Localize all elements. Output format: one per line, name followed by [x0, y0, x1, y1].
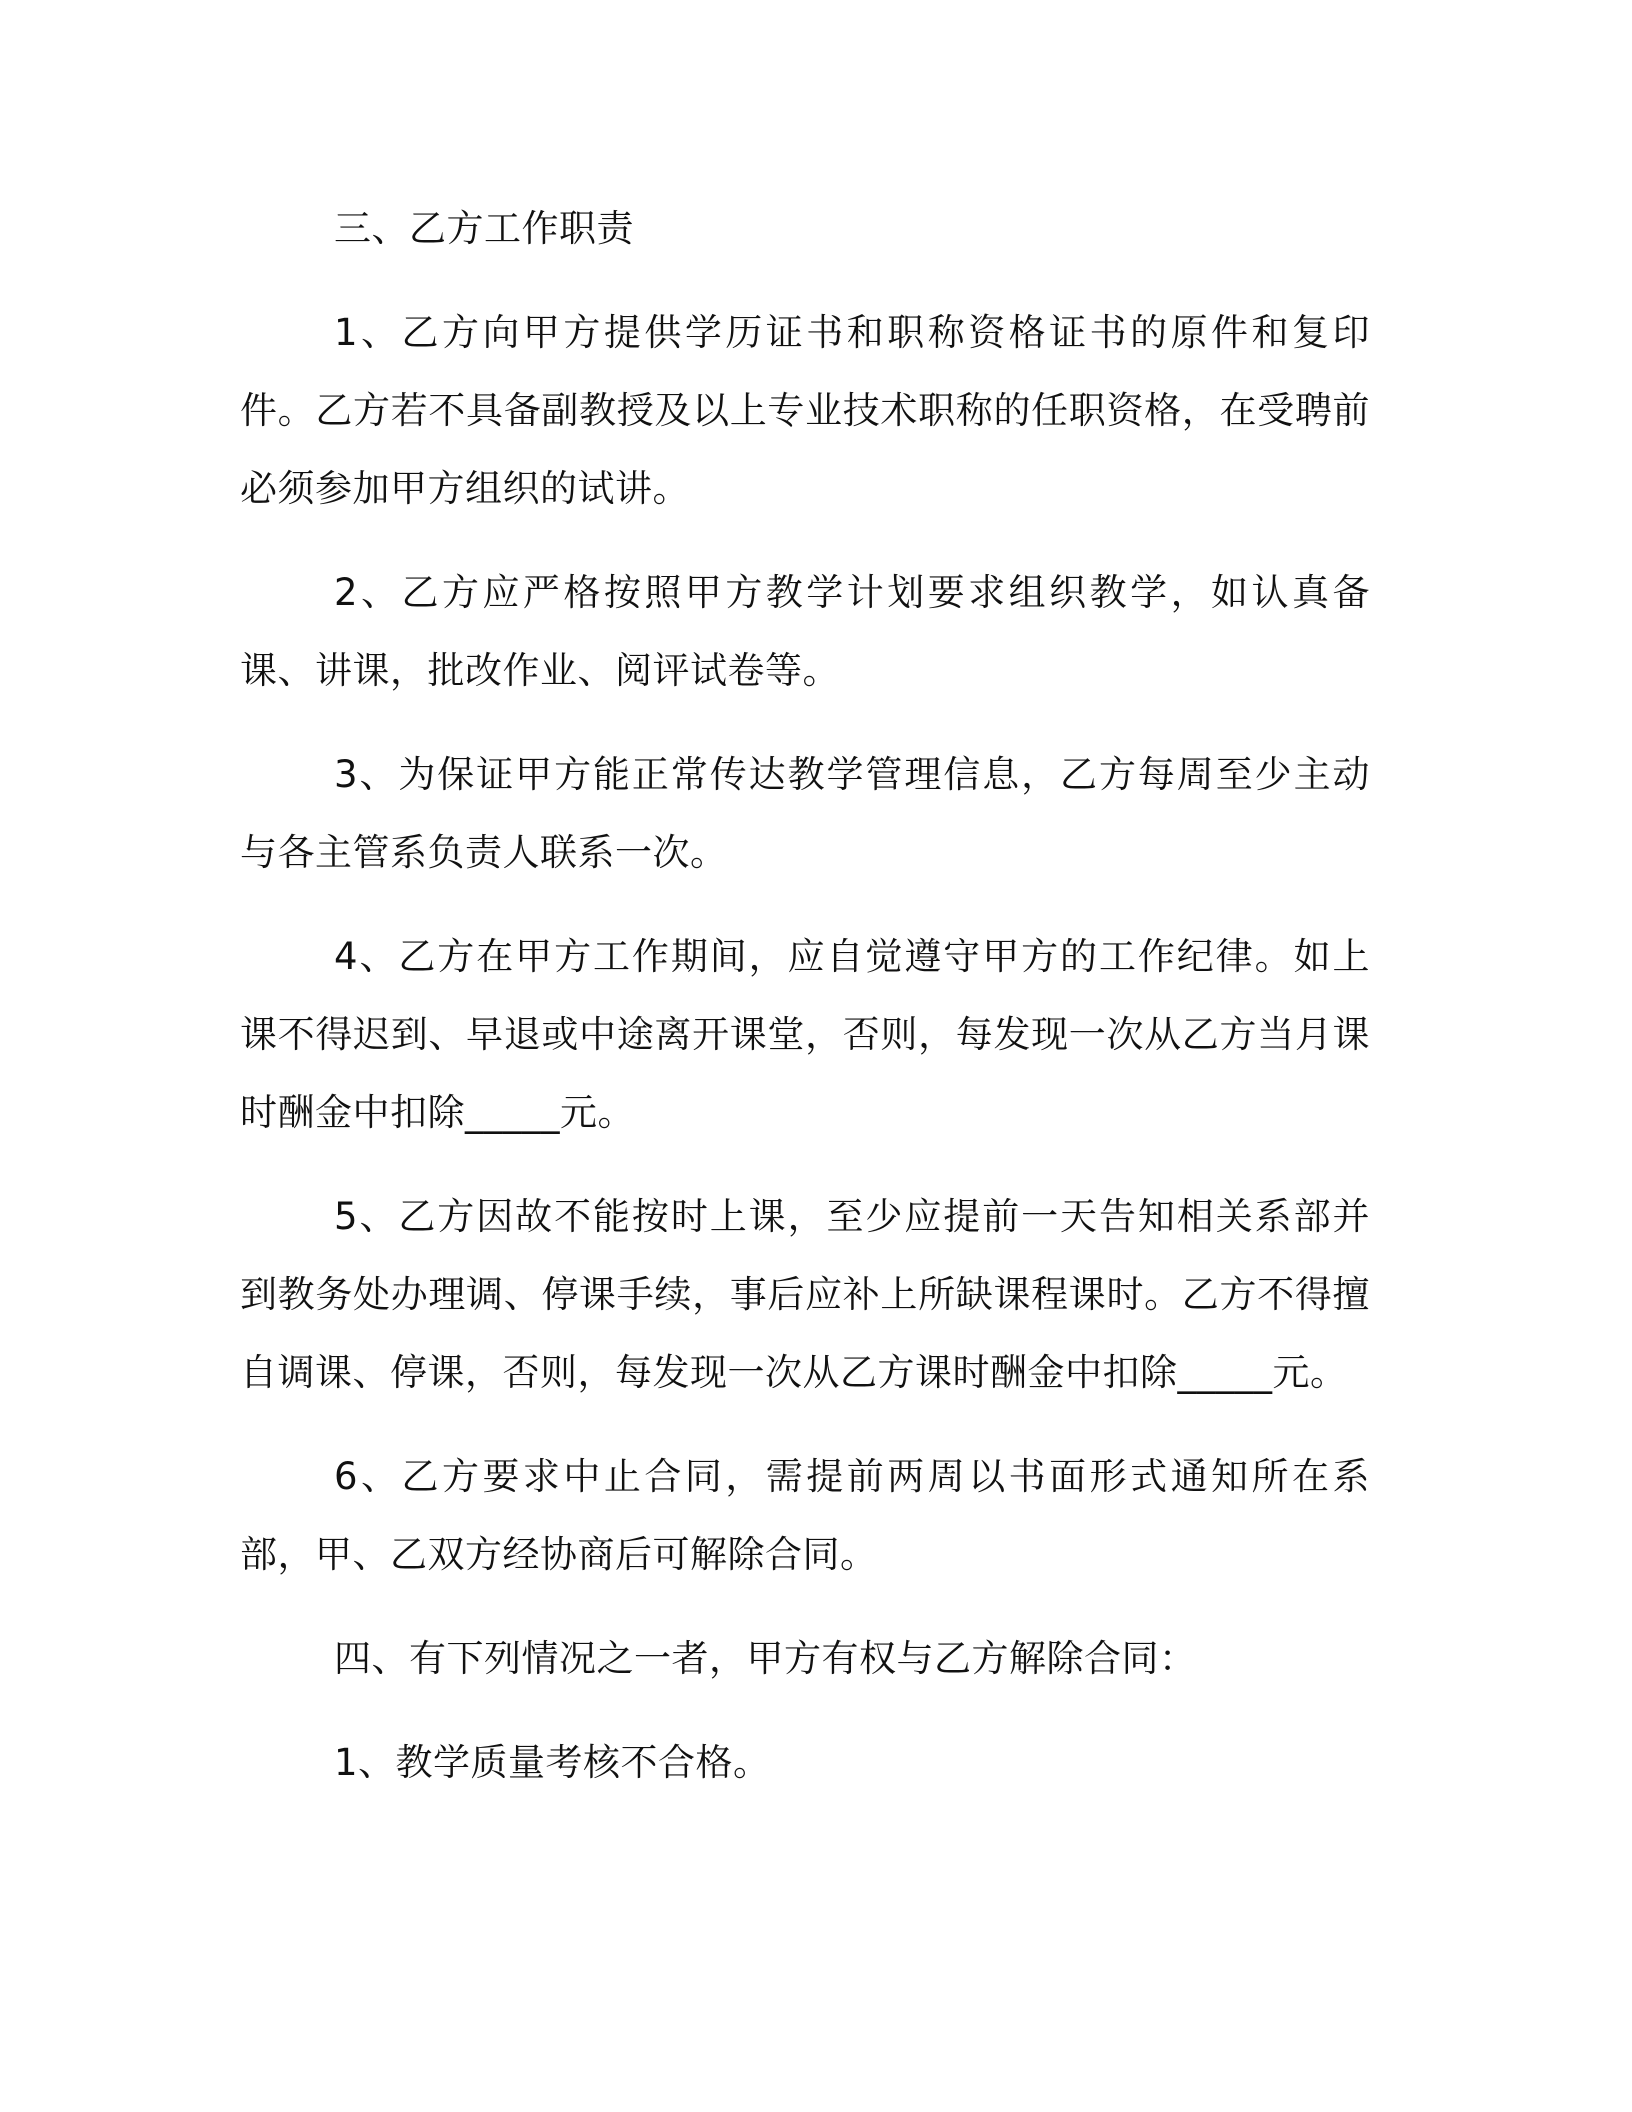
paragraph-gap	[240, 268, 1370, 294]
section-3-item-3: 3、为保证甲方能正常传达教学管理信息，乙方每周至少主动与各主管系负责人联系一次。	[240, 753, 1370, 874]
paragraph-gap	[240, 1412, 1370, 1438]
section-3-item-2: 2、乙方应严格按照甲方教学计划要求组织教学，如认真备课、讲课，批改作业、阅评试卷等。	[240, 571, 1370, 692]
section-3-item-5: 5、乙方因故不能按时上课，至少应提前一天告知相关系部并到教务处办理调、停课手续，事后应补上所缺课程课时。乙方不得擅自调课、停课，否则，每发现一次从乙方课时酬金中扣除_____元。	[240, 1195, 1370, 1394]
paragraph-gap	[240, 892, 1370, 918]
section-3-item-1: 1、乙方向甲方提供学历证书和职称资格证书的原件和复印件。乙方若不具备副教授及以上专业技术职称的任职资格，在受聘前必须参加甲方组织的试讲。	[240, 311, 1370, 510]
paragraph-gap	[240, 1698, 1370, 1724]
paragraph-gap	[240, 710, 1370, 736]
section-3-heading: 三、乙方工作职责	[334, 207, 634, 250]
section-3-item-4: 4、乙方在甲方工作期间，应自觉遵守甲方的工作纪律。如上课不得迟到、早退或中途离开课堂，否则，每发现一次从乙方当月课时酬金中扣除_____元。	[240, 935, 1370, 1134]
paragraph-gap	[240, 1594, 1370, 1620]
section-4-item-1: 1、教学质量考核不合格。	[334, 1741, 771, 1784]
section-4-heading: 四、有下列情况之一者，甲方有权与乙方解除合同：	[334, 1637, 1197, 1680]
paragraph-gap	[240, 1152, 1370, 1178]
section-3-item-6: 6、乙方要求中止合同，需提前两周以书面形式通知所在系部，甲、乙双方经协商后可解除合同。	[240, 1455, 1370, 1576]
paragraph-gap	[240, 528, 1370, 554]
document-body	[240, 190, 1370, 1802]
